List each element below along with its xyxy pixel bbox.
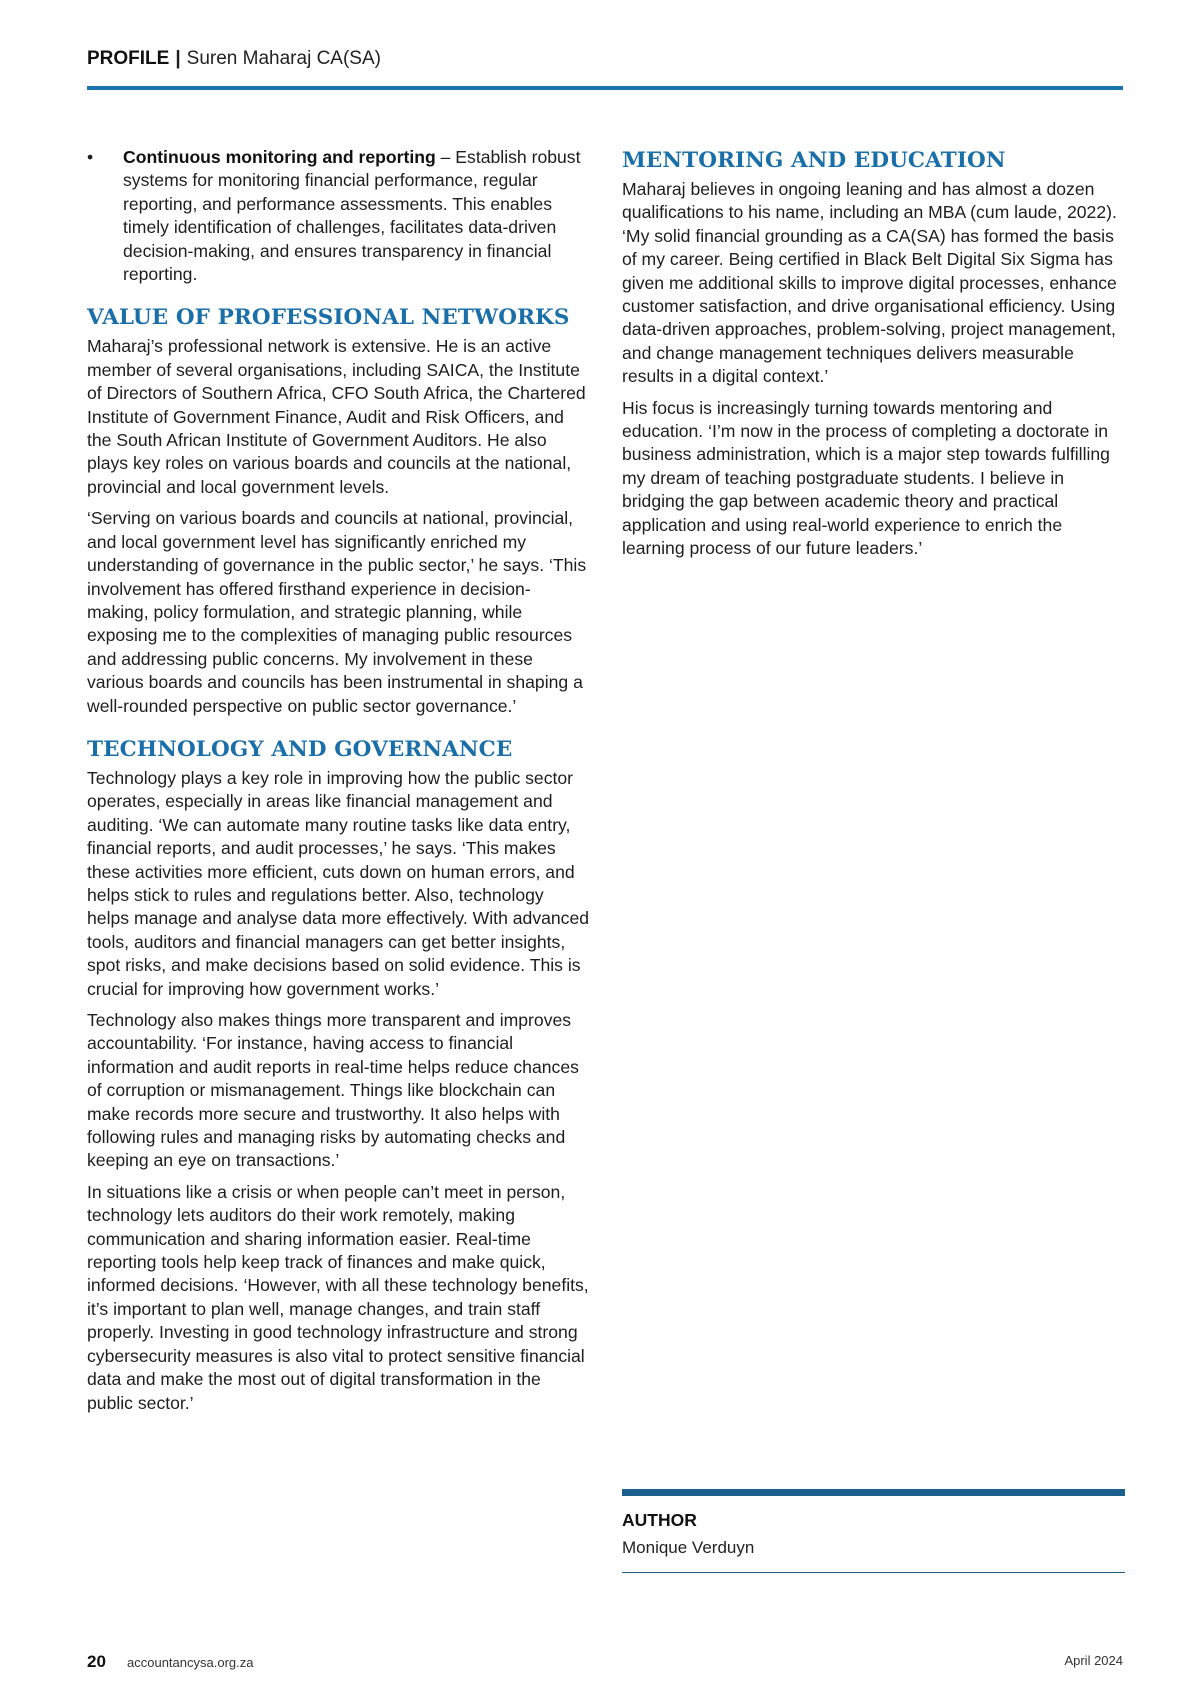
mentoring-paragraph-1: Maharaj believes in ongoing leaning and has almost a dozen qualifications to his name, including an MBA (cum laude, 2022). ‘My solid financial grounding as a CA(SA) has formed the basis of my career. Being certified in Black Belt Digital Six Sigma has given me additional skills to improve digital processes, enhance customer satisfaction, and drive organisational efficiency. Using data-driven approaches, problem-solving, project management, and change management techniques delivers measurable results in a digital context.’ [622, 179, 1117, 387]
right-column [622, 146, 1127, 569]
issue-date: April 2024 [1064, 1653, 1123, 1668]
profile-name: Suren Maharaj CA(SA) [186, 48, 381, 69]
section-label: PROFILE [87, 48, 170, 69]
bullet-term: Continuous monitoring and reporting [123, 147, 436, 167]
bullet-text: – Establish robust systems for monitoring financial performance, regular reporting, and performance assessments. This enables timely identification of challenges, facilitates data-driven decision-making, and ensures transparency in financial reporting. [123, 147, 581, 285]
page-number: 20 [87, 1652, 106, 1671]
heading-professional-networks: VALUE OF PROFESSIONAL NETWORKS [87, 305, 570, 331]
header-separator: | [175, 48, 181, 69]
heading-technology-governance: TECHNOLOGY AND GOVERNANCE [87, 736, 513, 762]
mentoring-paragraph-2: His focus is increasingly turning towards mentoring and education. ‘I’m now in the process of completing a doctorate in business administration, which is a major step towards fulfilling my dream of teaching postgraduate students. I believe in bridging the gap between academic theory and practical application and using real-world experience to enrich the learning process of our future leaders.’ [622, 397, 1110, 559]
networks-paragraph-2: ‘Serving on various boards and councils at national, provincial, and local government level has significantly enriched my understanding of governance in the public sector,’ he says. ‘This involvement has offered firsthand experience in decision-making, policy formulation, and strategic planning, while exposing me to the complexities of managing public resources and addressing public concerns. My involvement in these various boards and councils has been instrumental in shaping a well-rounded perspective on public sector governance.’ [87, 508, 587, 716]
page-header [87, 46, 1123, 72]
bullet-item [87, 146, 590, 286]
page-footer [87, 1650, 1123, 1674]
technology-paragraph-2: Technology also makes things more transparent and improves accountability. ‘For instance, having access to financial information and audit reports in real-time helps reduce chances of corruption or mismanagement. Things like blockchain can make records more secure and trustworthy. It also helps with following rules and managing risks by automating checks and keeping an eye on transactions.’ [87, 1010, 579, 1171]
networks-paragraph-1: Maharaj’s professional network is extensive. He is an active member of several organisations, including SAICA, the Institute of Directors of Southern Africa, CFO South Africa, the Chartered Institute of Government Finance, Audit and Risk Officers, and the South African Institute of Government Auditors. He also plays key roles on various boards and councils at the national, provincial and local government levels. [87, 336, 586, 497]
left-column [87, 146, 590, 1423]
bullet-marker: • [87, 147, 94, 167]
website-link[interactable]: accountancysa.org.za [127, 1655, 254, 1670]
running-header [87, 46, 1123, 72]
bullet-paragraph [123, 146, 590, 286]
author-bottom-rule [622, 1572, 1125, 1573]
heading-mentoring-education: MENTORING AND EDUCATION [622, 148, 1006, 173]
author-name: Monique Verduyn [622, 1538, 755, 1557]
technology-paragraph-1: Technology plays a key role in improving how the public sector operates, especially in areas like financial management and auditing. ‘We can automate many routine tasks like data entry, financial reports, and audit processes,’ he says. ‘This makes these activities more efficient, cuts down on human errors, and helps stick to rules and regulations better. Also, technology helps manage and analyse data more effectively. With advanced tools, auditors and financial managers can get better insights, spot risks, and make decisions based on solid evidence. This is crucial for improving how government works.’ [87, 767, 590, 999]
author-top-rule [622, 1489, 1125, 1496]
author-box [622, 1489, 1125, 1573]
header-rule [87, 86, 1123, 90]
technology-paragraph-3: In situations like a crisis or when people can’t meet in person, technology lets auditors do their work remotely, making communication and sharing information easier. Real-time reporting tools help keep track of finances and make quick, informed decisions. ‘However, with all these technology benefits, it’s important to plan well, manage changes, and train staff properly. Investing in good technology infrastructure and strong cybersecurity measures is also vital to protect sensitive financial data and make the most out of digital transformation in the public sector.’ [87, 1181, 589, 1413]
author-label: AUTHOR [622, 1510, 697, 1530]
